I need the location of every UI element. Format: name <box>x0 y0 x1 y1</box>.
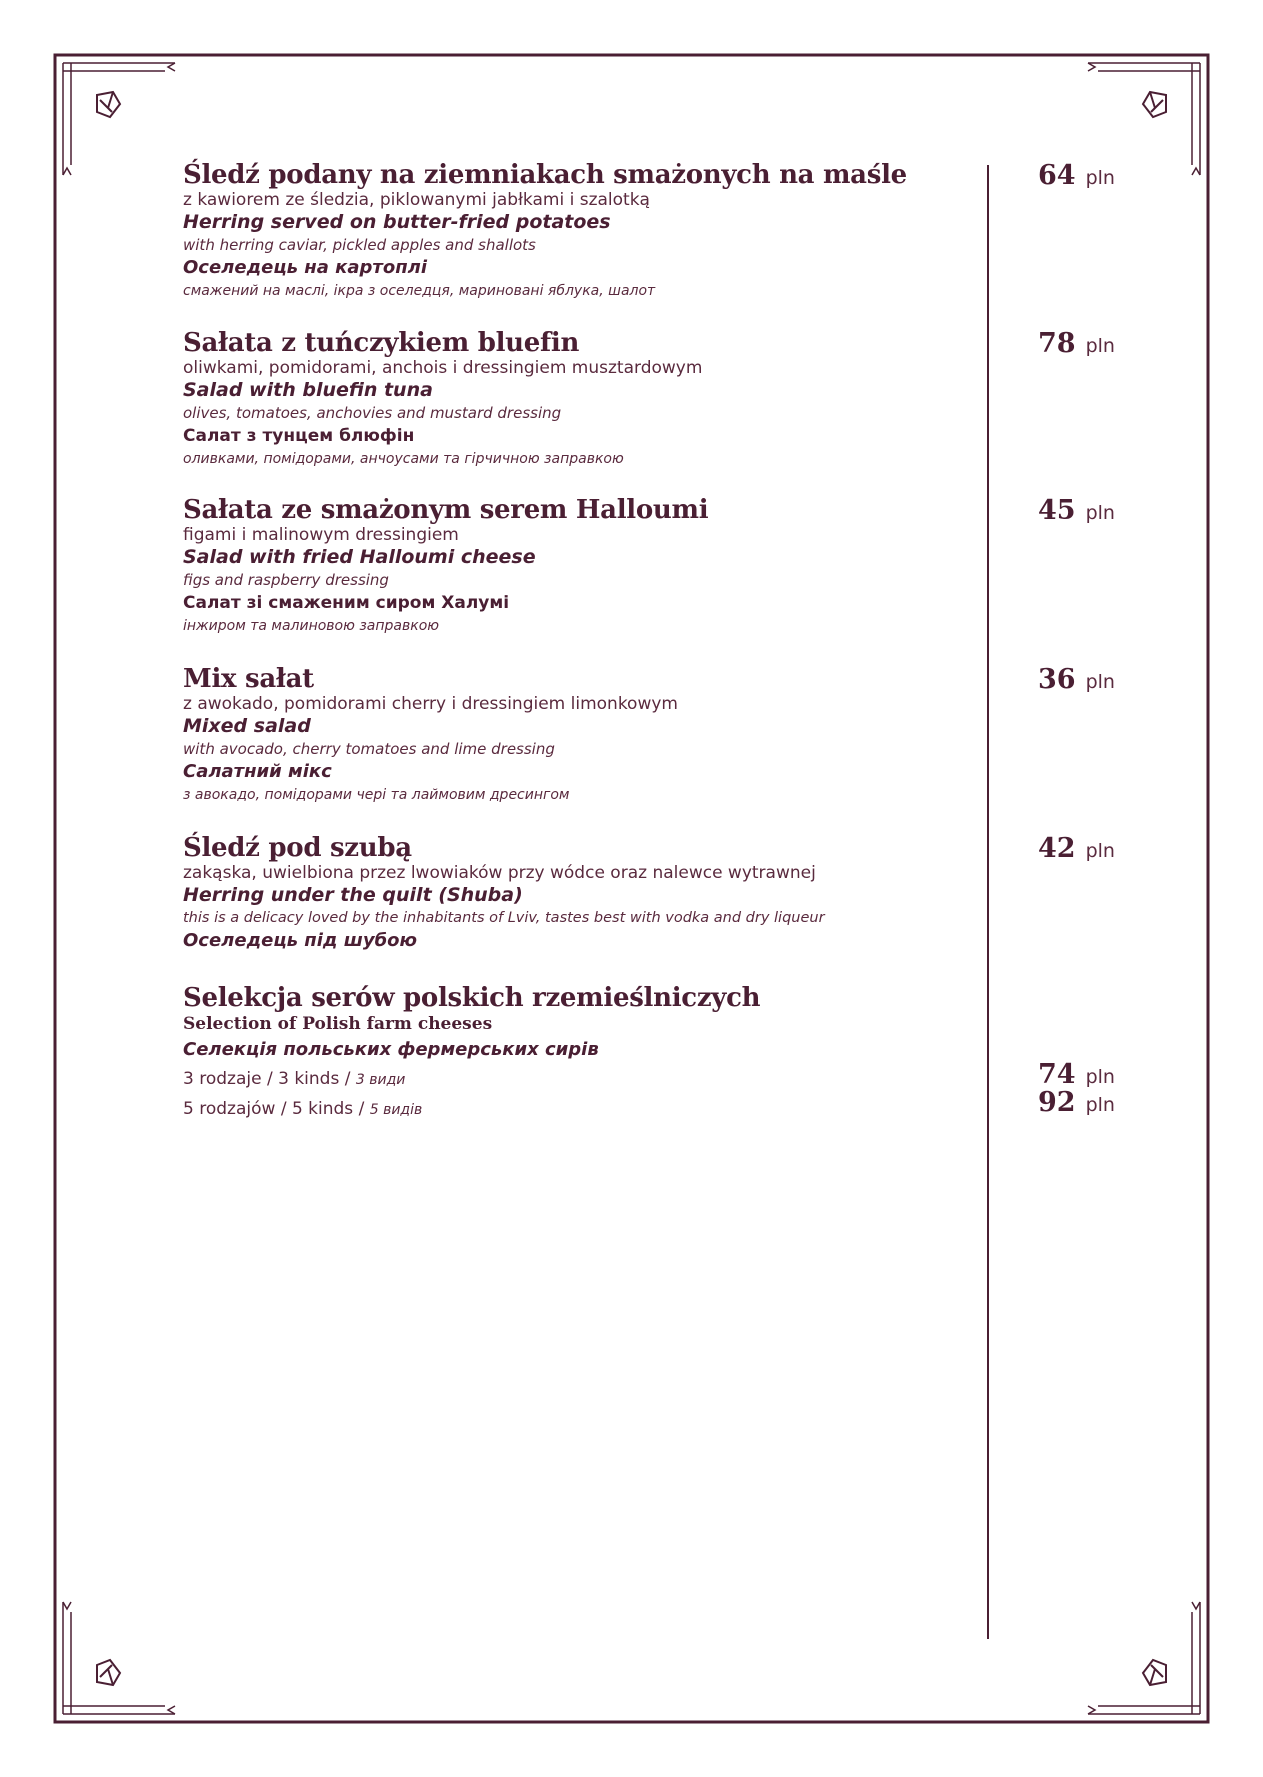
menu-item <box>183 664 678 805</box>
item-description-en: figs and raspberry dressing <box>183 571 389 589</box>
variant-pl: 3 rodzaje <box>183 1069 262 1089</box>
corner-ornament-icon <box>1088 63 1200 175</box>
variant-ua: 3 види <box>355 1072 406 1088</box>
item-title-pl: Śledź pod szubą <box>183 833 412 863</box>
item-title-pl: Sałata z tuńczykiem bluefin <box>183 328 580 358</box>
item-price <box>1038 664 1198 695</box>
item-description-ua: оливками, помідорами, анчоусами та гірчичною заправкою <box>183 451 624 467</box>
item-price <box>1038 328 1198 359</box>
item-title-en: Mixed salad <box>183 715 311 737</box>
corner-ornament-icon <box>63 1602 175 1714</box>
item-title-en: Salad with bluefin tuna <box>183 379 433 401</box>
item-title-en: Selection of Polish farm cheeses <box>183 1014 493 1034</box>
menu-item <box>183 833 825 954</box>
item-title-ua: Селекція польських фермерських сирів <box>183 1039 599 1060</box>
menu-item <box>183 160 907 301</box>
variant-ua: 5 видів <box>369 1102 423 1118</box>
item-description-en: this is a delicacy loved by the inhabitants of Lviv, tastes best with vodka and dry liqueur <box>183 910 825 926</box>
variant-en: 3 kinds <box>278 1069 340 1089</box>
variant-en: 5 kinds <box>291 1099 354 1119</box>
price-currency: pln <box>1085 167 1115 189</box>
cheese-variant <box>183 1095 760 1125</box>
price-currency: pln <box>1085 335 1115 357</box>
item-description-pl: z kawiorem ze śledzia, piklowanymi jabłkami i szalotką <box>183 190 650 210</box>
item-title-pl: Śledź podany na ziemniakach smażonych na maśle <box>183 160 907 190</box>
item-title-en: Herring under the quilt (Shuba) <box>183 884 523 906</box>
price-currency: pln <box>1085 502 1115 524</box>
item-title-en: Herring served on butter-fried potatoes <box>183 211 611 233</box>
price-amount: 45 <box>1038 495 1076 526</box>
item-title-pl: Sałata ze smażonym serem Halloumi <box>183 495 709 525</box>
corner-ornament-icon <box>1088 1602 1200 1714</box>
variant-separator: / <box>344 1069 351 1089</box>
price-currency: pln <box>1085 1066 1115 1088</box>
item-title-ua: Салатний мікс <box>183 761 332 782</box>
price-amount: 78 <box>1038 328 1076 359</box>
item-description-pl: oliwkami, pomidorami, anchois i dressingiem musztardowym <box>183 358 703 378</box>
price-currency: pln <box>1085 671 1115 693</box>
price-currency: pln <box>1085 840 1115 862</box>
item-description-ua: з авокадо, помідорами чері та лаймовим дресингом <box>183 787 570 803</box>
price-amount: 42 <box>1038 833 1076 864</box>
item-price <box>1038 495 1198 526</box>
item-title-ua: Салат зі смаженим сиром Халумі <box>183 593 510 613</box>
menu-item <box>183 495 708 636</box>
menu-item-cheese <box>183 983 760 1125</box>
variant-separator: / <box>280 1099 287 1119</box>
item-description-ua: інжиром та малиновою заправкою <box>183 618 440 634</box>
corner-ornament-icon <box>63 63 175 175</box>
item-title-en: Salad with fried Halloumi cheese <box>183 546 536 568</box>
price-amount: 92 <box>1038 1087 1076 1118</box>
item-description-en: with herring caviar, pickled apples and shallots <box>183 236 536 254</box>
item-title-ua: Салат з тунцем блюфін <box>183 426 415 446</box>
price-amount: 74 <box>1038 1059 1076 1090</box>
item-price <box>1038 1087 1198 1118</box>
item-description-pl: zakąska, uwielbiona przez lwowiaków przy wódce oraz nalewce wytrawnej <box>183 863 816 883</box>
item-description-pl: z awokado, pomidorami cherry i dressingiem limonkowym <box>183 694 678 714</box>
price-amount: 36 <box>1038 664 1076 695</box>
price-column-divider <box>987 165 989 1639</box>
item-description-ua: смажений на маслі, ікра з оселедця, мариновані яблука, шалот <box>183 283 656 299</box>
item-description-pl: figami i malinowym dressingiem <box>183 525 459 545</box>
variant-separator: / <box>358 1099 365 1119</box>
item-price <box>1038 1059 1198 1090</box>
item-description-en: with avocado, cherry tomatoes and lime dressing <box>183 740 555 758</box>
item-price <box>1038 160 1198 191</box>
variant-separator: / <box>266 1069 273 1089</box>
price-amount: 64 <box>1038 160 1076 191</box>
item-description-en: olives, tomatoes, anchovies and mustard dressing <box>183 404 562 422</box>
item-title-pl: Selekcja serów polskich rzemieślniczych <box>183 983 761 1013</box>
item-title-pl: Mix sałat <box>183 664 314 694</box>
cheese-variant <box>183 1065 760 1095</box>
price-currency: pln <box>1085 1094 1115 1116</box>
item-title-ua: Оселедець під шубою <box>183 930 417 951</box>
item-price <box>1038 833 1198 864</box>
variant-pl: 5 rodzajów <box>183 1099 276 1119</box>
item-title-ua: Оселедець на картоплі <box>183 257 427 278</box>
menu-item <box>183 328 702 469</box>
